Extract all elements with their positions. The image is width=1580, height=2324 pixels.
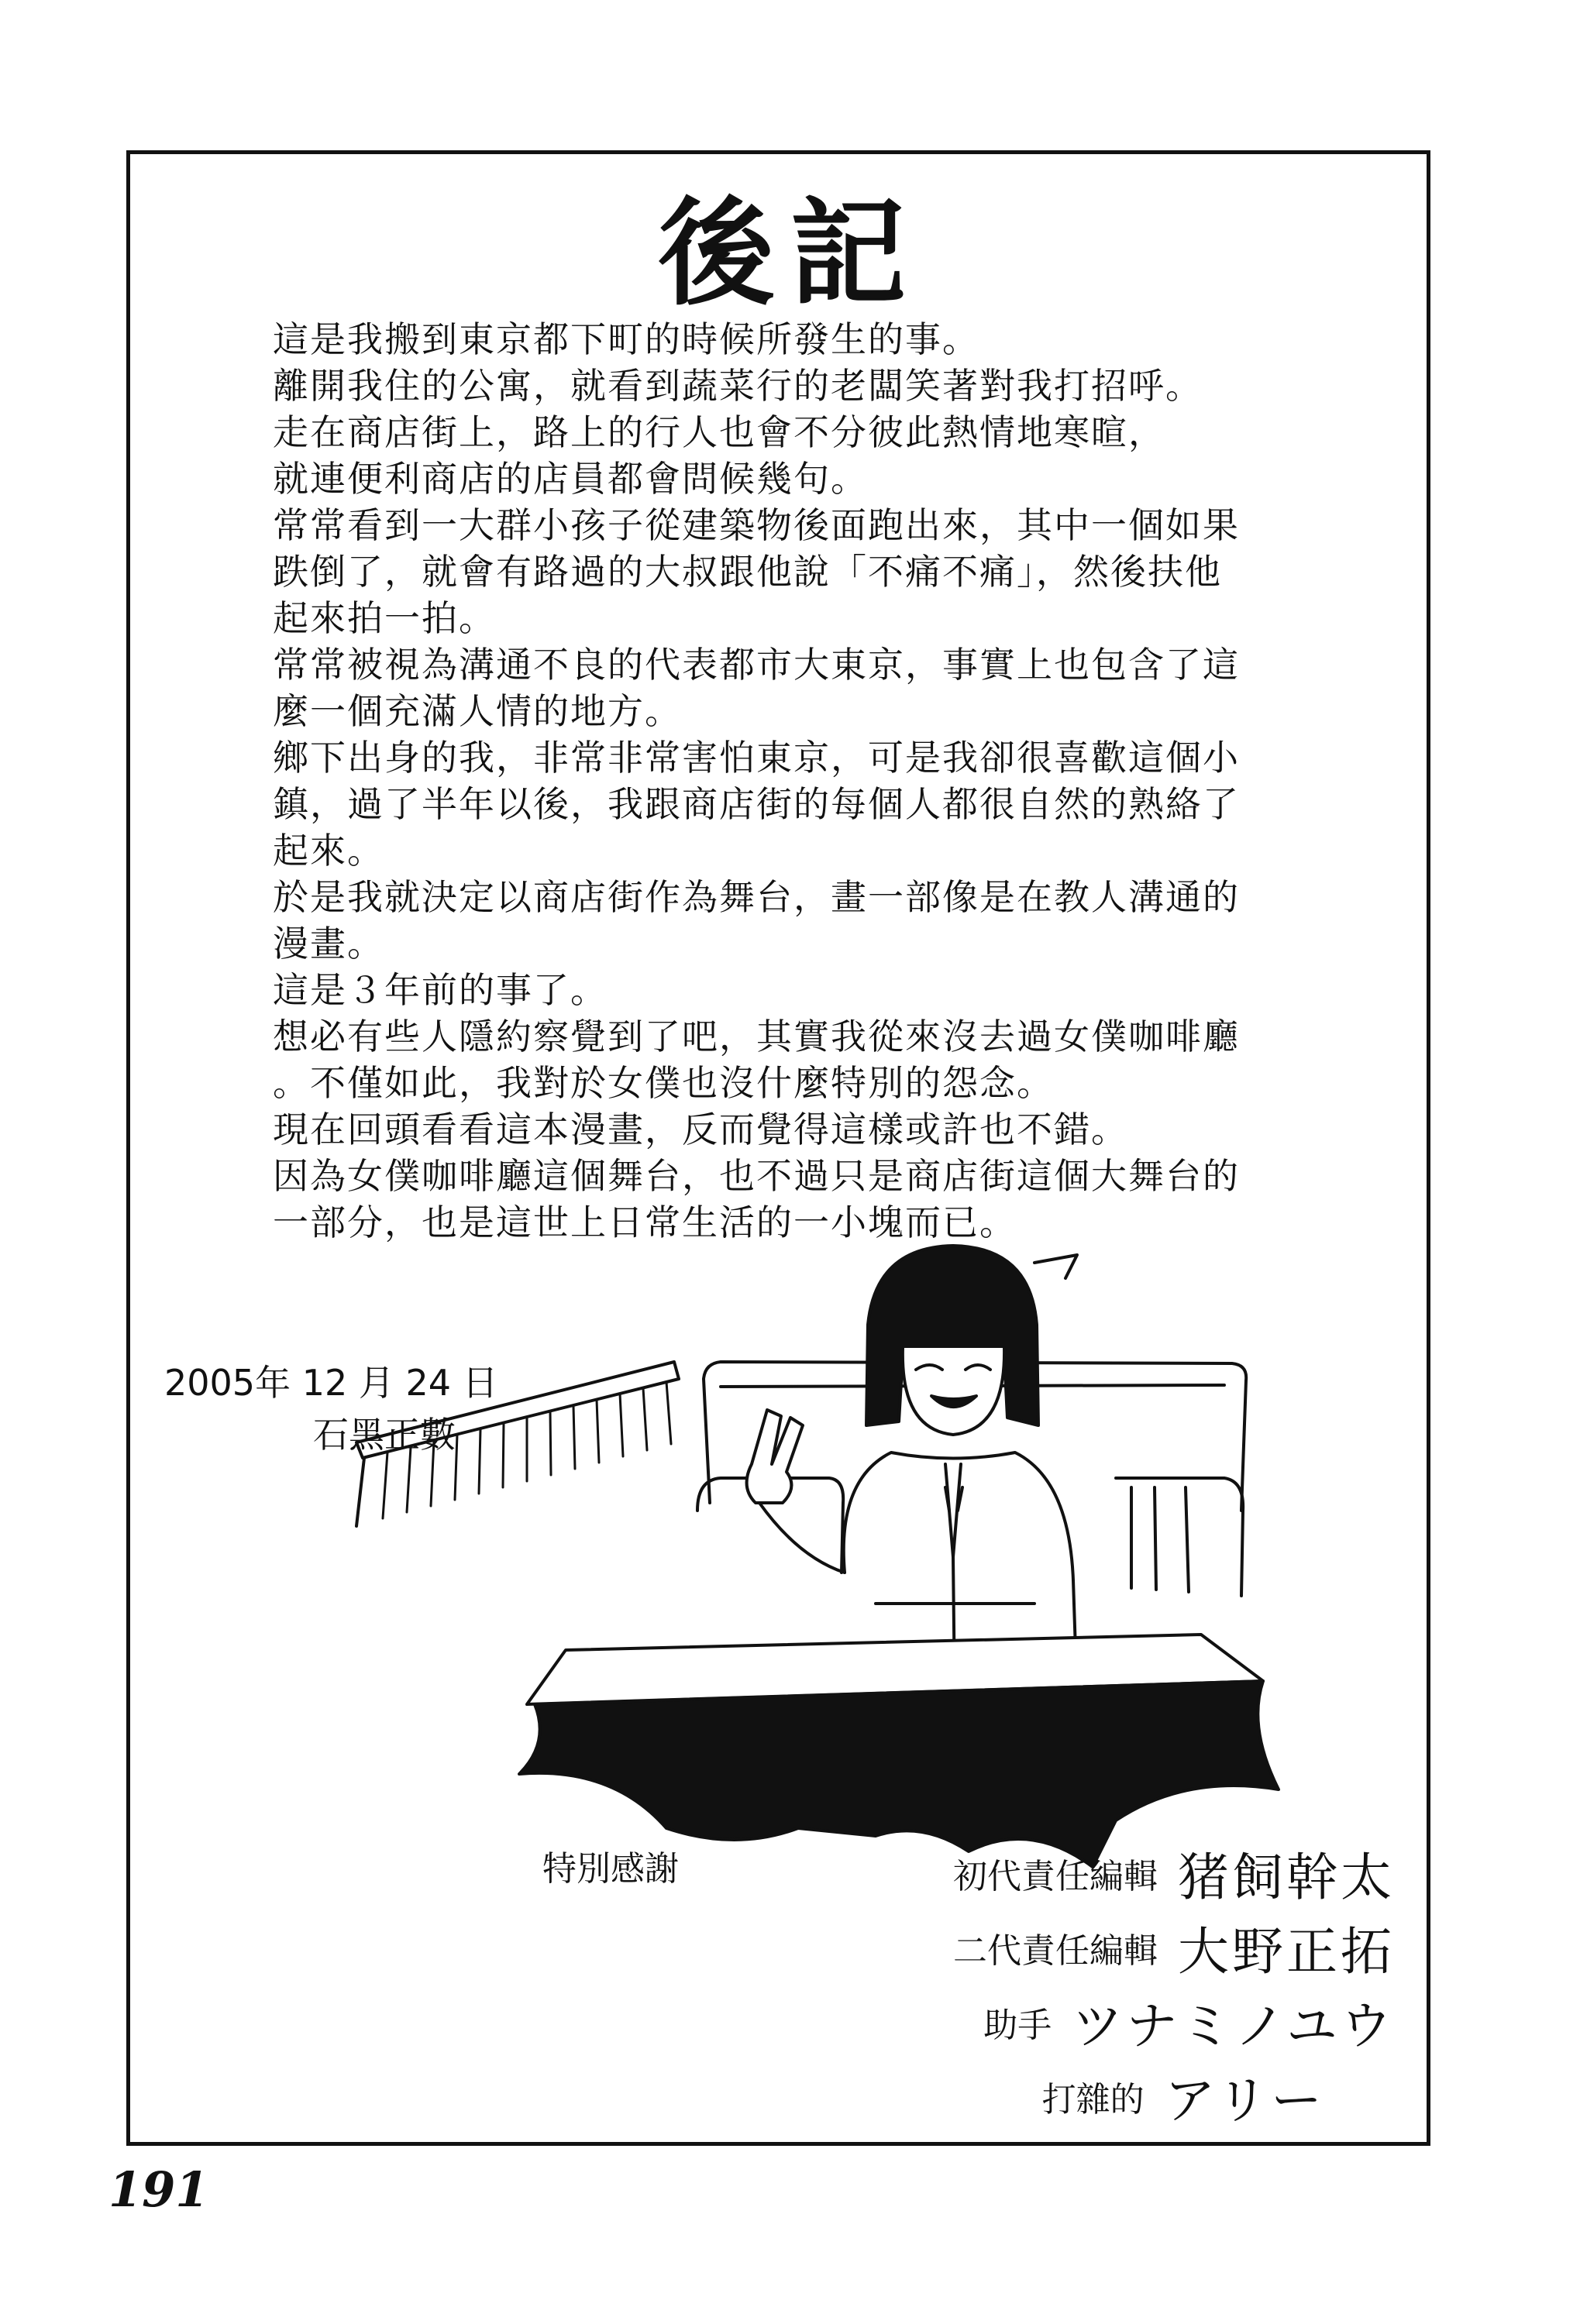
body-line: 麼一個充滿人情的地方。: [273, 690, 682, 732]
body-line: 離開我住的公寓，就看到蔬菜行的老闆笑著對我打招呼。: [273, 365, 1203, 407]
credit-row: [1042, 2059, 1325, 2133]
credit-row: [953, 1836, 1395, 1910]
page-title: 後記: [658, 185, 922, 321]
page-number: 191: [108, 2161, 209, 2218]
credit-name: ツナミノユウ: [1072, 1996, 1395, 2056]
body-line: 漫畫。: [273, 923, 384, 964]
body-line: 於是我就決定以商店街作為舞台，畫一部像是在教人溝通的: [273, 876, 1240, 918]
body-line: 一部分，也是這世上日常生活的一小塊而已。: [273, 1202, 1017, 1243]
author-illustration: [333, 1232, 1302, 1898]
afterword-body: [273, 316, 1327, 1246]
body-line: 常常被視為溝通不良的代表都市大東京，事實上也包含了這: [273, 644, 1240, 686]
body-line: 鎮，過了半年以後，我跟商店街的每個人都很自然的熟絡了: [273, 783, 1240, 825]
body-line: 常常看到一大群小孩子從建築物後面跑出來，其中一個如果: [273, 504, 1240, 546]
body-line: 起來。: [273, 830, 384, 871]
body-line: 想必有些人隱約察覺到了吧，其實我從來沒去過女僕咖啡廳: [273, 1016, 1240, 1057]
credit-row: [983, 1985, 1395, 2058]
body-line: 起來拍一拍。: [273, 597, 496, 639]
credit-name: 猪飼幹太: [1178, 1848, 1395, 1907]
credit-role: 助手: [983, 2005, 1052, 2045]
credit-role: 打雜的: [1041, 2079, 1145, 2119]
body-line: 因為女僕咖啡廳這個舞台，也不過只是商店街這個大舞台的: [273, 1155, 1240, 1197]
body-line: 現在回頭看看這本漫畫，反而覺得這樣或許也不錯。: [273, 1109, 1128, 1150]
body-line: 就連便利商店的店員都會問候幾句。: [273, 458, 868, 500]
credit-name: アリー: [1164, 2071, 1325, 2130]
body-line: 這是我搬到東京都下町的時候所發生的事。: [273, 318, 979, 360]
body-line: 這是３年前的事了。: [273, 969, 608, 1011]
date-line: 2005年 12 月 24 日: [164, 1362, 498, 1404]
body-line: 鄉下出身的我，非常非常害怕東京，可是我卻很喜歡這個小: [273, 737, 1240, 779]
credit-role: 初代責任編輯: [953, 1856, 1158, 1896]
special-thanks-label: 特別感謝: [542, 1849, 679, 1889]
credit-row: [953, 1910, 1395, 1984]
body-line: 走在商店街上，路上的行人也會不分彼此熱情地寒暄，: [273, 411, 1165, 453]
body-line: 。不僅如此，我對於女僕也沒什麼特別的怨念。: [273, 1062, 1054, 1104]
body-line: 跌倒了，就會有路過的大叔跟他說「不痛不痛」，然後扶他: [273, 551, 1222, 593]
author-name: 石黑正數: [313, 1414, 456, 1456]
credit-role: 二代責任編輯: [953, 1930, 1158, 1971]
credit-name: 大野正拓: [1178, 1922, 1395, 1982]
